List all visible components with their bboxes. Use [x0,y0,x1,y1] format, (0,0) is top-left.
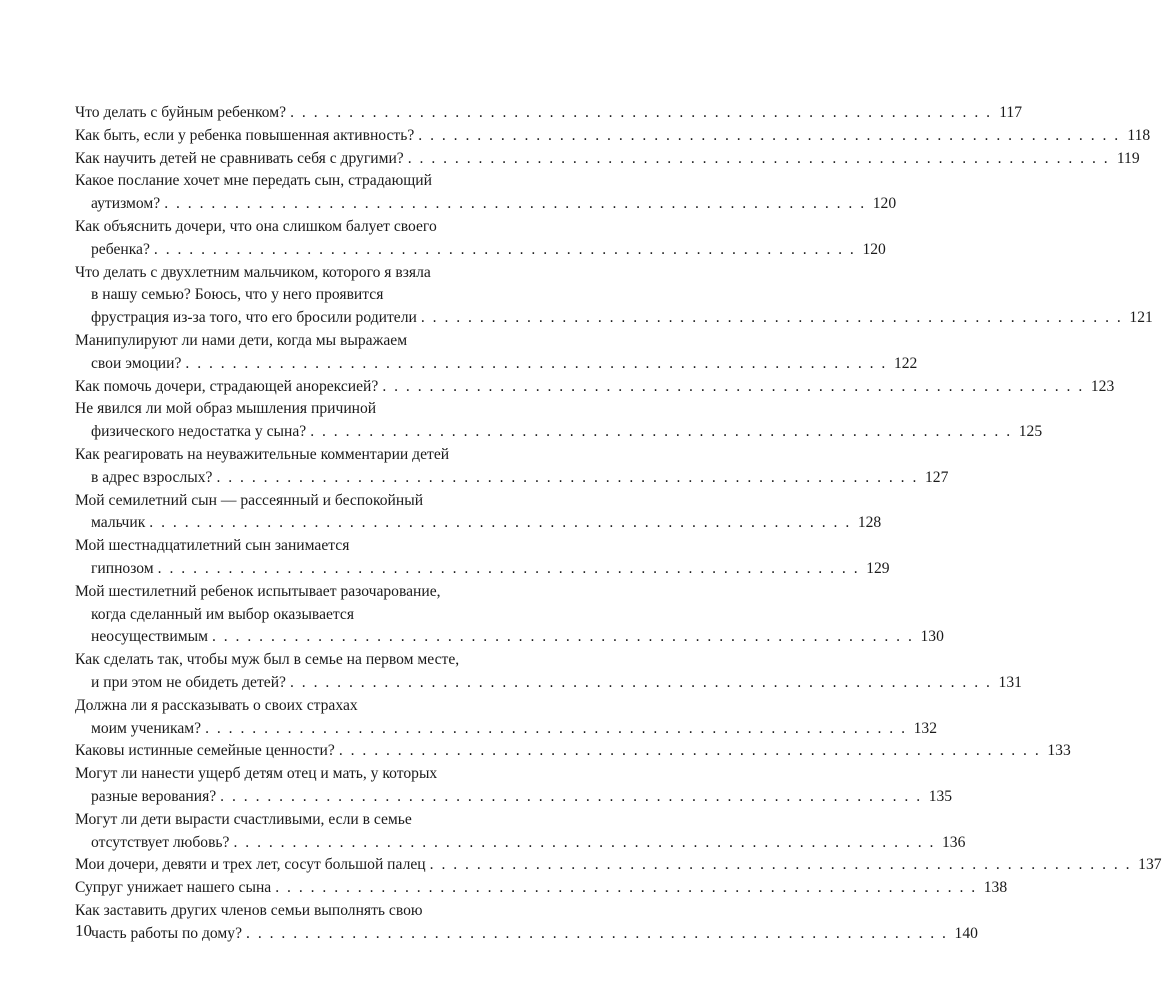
toc-entry-line [75,786,953,809]
toc-entry-line: Мой шестнадцатилетний сын занимается [75,537,350,555]
toc-entry-title: свои эмоции? [91,354,182,372]
dot-leader: . . . . . . . . . . . . . . . . . . . . . . . . . . . . . . . . . . . . . . . . . . . . . . . . . . . . . . . . . . . . [157,559,860,577]
toc-entry-page: 137 [1138,856,1162,874]
toc-entry-title: отсутствует любовь? [91,833,230,851]
toc-entry [75,581,944,649]
toc-entry-line [75,239,886,262]
toc-entry-line [75,467,949,490]
toc-entry-title: Как помочь дочери, страдающей анорексией? [75,377,379,395]
dot-leader: . . . . . . . . . . . . . . . . . . . . . . . . . . . . . . . . . . . . . . . . . . . . . . . . . . . . . . . . . . . . [211,628,914,646]
toc-entry [75,535,890,581]
toc-entry-page: 127 [924,468,949,486]
toc-entry [75,854,1162,877]
toc-entry-page: 140 [954,924,978,942]
dot-leader: . . . . . . . . . . . . . . . . . . . . . . . . . . . . . . . . . . . . . . . . . . . . . . . . . . . . . . . . . . . . [205,719,907,737]
toc-entry-page: 120 [862,240,886,258]
toc-entry-line [75,148,1140,171]
toc-entry-line: Не явился ли мой образ мышления причиной [75,400,377,418]
toc-entry-page: 125 [1018,423,1043,441]
dot-leader: . . . . . . . . . . . . . . . . . . . . . . . . . . . . . . . . . . . . . . . . . . . . . . . . . . . . . . . . . . . . [233,833,936,851]
toc-entry [75,763,953,809]
toc-entry-title: и при этом не обидеть детей? [91,673,286,691]
toc-entry-page: 138 [983,879,1008,897]
toc-entry-line [75,877,1008,900]
toc-entry-line: Как объяснить дочери, что она слишком балует своего [75,217,437,235]
toc-entry-title: Супруг унижает нашего сына [75,879,272,897]
toc-entry-line [75,923,978,946]
toc-entry-line [75,353,918,376]
toc-entry-page: 136 [942,833,966,851]
toc-entry-line [75,718,937,741]
toc-entry-line: Как реагировать на неуважительные комментарии детей [75,445,450,463]
toc-entry-title: неосуществимым [91,628,208,646]
dot-leader: . . . . . . . . . . . . . . . . . . . . . . . . . . . . . . . . . . . . . . . . . . . . . . . . . . . . . . . . . . . . [275,879,978,897]
toc-entry-page: 118 [1127,126,1151,144]
toc-entry-line [75,558,890,581]
toc-entry-page: 131 [998,673,1022,691]
toc-entry-title: Что делать с буйным ребенком? [75,104,287,121]
toc-entry-title: ребенка? [91,240,150,258]
dot-leader: . . . . . . . . . . . . . . . . . . . . . . . . . . . . . . . . . . . . . . . . . . . . . . . . . . . . . . . . . . . . [407,149,1110,167]
toc-entry-title: мальчик [91,514,146,532]
toc-entry [75,740,1071,763]
toc-entry-title: аутизмом? [91,195,161,213]
toc-entry-line: Мой шестилетний ребенок испытывает разочарование, [75,582,441,600]
page-number: 10 [75,921,92,940]
toc-entry-line [75,672,1022,695]
toc-entry [75,695,937,741]
toc-entry-page: 122 [893,354,918,372]
toc-entry-page: 132 [913,719,937,737]
dot-leader: . . . . . . . . . . . . . . . . . . . . . . . . . . . . . . . . . . . . . . . . . . . . . . . . . . . . . . . . . . . . [418,126,1121,144]
dot-leader: . . . . . . . . . . . . . . . . . . . . . . . . . . . . . . . . . . . . . . . . . . . . . . . . . . . . . . . . . . . . [246,924,948,942]
toc-entry [75,216,886,262]
toc-entry-line: в нашу семью? Боюсь, что у него проявится [91,286,384,304]
dot-leader: . . . . . . . . . . . . . . . . . . . . . . . . . . . . . . . . . . . . . . . . . . . . . . . . . . . . . . . . . . . . [290,104,993,121]
dot-leader: . . . . . . . . . . . . . . . . . . . . . . . . . . . . . . . . . . . . . . . . . . . . . . . . . . . . . . . . . . . . [338,742,1041,760]
toc-entry-title: разные верования? [91,787,217,805]
toc-entry-line: Должна ли я рассказывать о своих страхах [75,696,358,714]
toc-entry-line [75,740,1071,763]
toc-entry-line [75,626,944,649]
toc-entry-line [75,376,1115,399]
toc-entry-line [75,307,1153,330]
dot-leader: . . . . . . . . . . . . . . . . . . . . . . . . . . . . . . . . . . . . . . . . . . . . . . . . . . . . . . . . . . . . [289,673,992,691]
toc-entry-page: 130 [920,628,944,646]
toc-entry-title: в адрес взрослых? [91,468,213,486]
toc-entry-title: физического недостатка у сына? [91,423,307,441]
dot-leader: . . . . . . . . . . . . . . . . . . . . . . . . . . . . . . . . . . . . . . . . . . . . . . . . . . . . . . . . . . . . [310,423,1013,441]
toc-entry-line: Какое послание хочет мне передать сын, страдающий [75,172,432,190]
toc-entry-line: Могут ли нанести ущерб детям отец и мать, у которых [75,765,438,783]
toc-entry-title: моим ученикам? [91,719,202,737]
toc-entry [75,877,1008,900]
toc-entry-line: Что делать с двухлетним мальчиком, которого я взяла [75,263,431,281]
toc-entry-page: 128 [857,514,882,532]
toc-entry-line [75,102,1023,125]
toc-entry-title: Как научить детей не сравнивать себя с другими? [75,149,404,167]
toc-entry-line [75,832,966,855]
toc-entry-page: 119 [1116,149,1140,167]
toc-entry-page: 117 [999,104,1023,121]
dot-leader: . . . . . . . . . . . . . . . . . . . . . . . . . . . . . . . . . . . . . . . . . . . . . . . . . . . . . . . . . . . . [382,377,1085,395]
toc-entry-page: 123 [1090,377,1115,395]
toc-entry-title: Каковы истинные семейные ценности? [75,742,335,760]
dot-leader: . . . . . . . . . . . . . . . . . . . . . . . . . . . . . . . . . . . . . . . . . . . . . . . . . . . . . . . . . . . . [220,787,923,805]
toc-entry [75,148,1140,171]
dot-leader: . . . . . . . . . . . . . . . . . . . . . . . . . . . . . . . . . . . . . . . . . . . . . . . . . . . . . . . . . . . . [153,240,856,258]
toc-entry-line: Как сделать так, чтобы муж был в семье на первом месте, [75,651,460,669]
toc-entry [75,444,949,490]
toc-entry-title: Мои дочери, девяти и трех лет, сосут большой палец [75,856,426,874]
toc-entry-title: фрустрация из-за того, что его бросили родители [91,309,417,327]
dot-leader: . . . . . . . . . . . . . . . . . . . . . . . . . . . . . . . . . . . . . . . . . . . . . . . . . . . . . . . . . . . . [216,468,919,486]
dot-leader: . . . . . . . . . . . . . . . . . . . . . . . . . . . . . . . . . . . . . . . . . . . . . . . . . . . . . . . . . . . . [185,354,888,372]
toc-entry-line: Как заставить других членов семьи выполнять свою [75,901,423,919]
toc-entry [75,490,882,536]
toc-entry-page: 129 [866,559,890,577]
toc-entry [75,102,1023,125]
toc-entry [75,262,1153,330]
toc-entry-page: 135 [928,787,953,805]
toc-entry [75,330,918,376]
toc-entry-title: гипнозом [91,559,154,577]
toc-entry [75,649,1022,695]
toc-entry-line: Мой семилетний сын — рассеянный и беспокойный [75,491,424,509]
toc-entry-line [75,125,1151,148]
toc-entry-line [75,854,1162,877]
toc-entry-title: Как быть, если у ребенка повышенная активность? [75,126,415,144]
dot-leader: . . . . . . . . . . . . . . . . . . . . . . . . . . . . . . . . . . . . . . . . . . . . . . . . . . . . . . . . . . . . [149,514,852,532]
dot-leader: . . . . . . . . . . . . . . . . . . . . . . . . . . . . . . . . . . . . . . . . . . . . . . . . . . . . . . . . . . . . [164,195,867,213]
toc-entry-title: часть работы по дому? [91,924,243,942]
toc-entry-line [75,421,1043,444]
toc-entry-line [75,512,882,535]
toc-entry-line: когда сделанный им выбор оказывается [91,605,355,623]
toc-entry [75,170,897,216]
toc-entry [75,125,1151,148]
dot-leader: . . . . . . . . . . . . . . . . . . . . . . . . . . . . . . . . . . . . . . . . . . . . . . . . . . . . . . . . . . . . [429,856,1132,874]
toc-entry-page: 120 [872,195,897,213]
toc-entry-line: Манипулируют ли нами дети, когда мы выражаем [75,331,408,349]
toc-entry [75,900,978,946]
toc-entry-page: 121 [1129,309,1153,327]
toc-entry [75,809,966,855]
toc-entry-line [75,193,897,216]
toc-entry [75,398,1043,444]
toc-entry-page: 133 [1047,742,1071,760]
toc-entry [75,376,1115,399]
table-of-contents [75,102,1162,945]
toc-entry-line: Могут ли дети вырасти счастливыми, если в семье [75,810,412,828]
dot-leader: . . . . . . . . . . . . . . . . . . . . . . . . . . . . . . . . . . . . . . . . . . . . . . . . . . . . . . . . . . . . [420,309,1123,327]
